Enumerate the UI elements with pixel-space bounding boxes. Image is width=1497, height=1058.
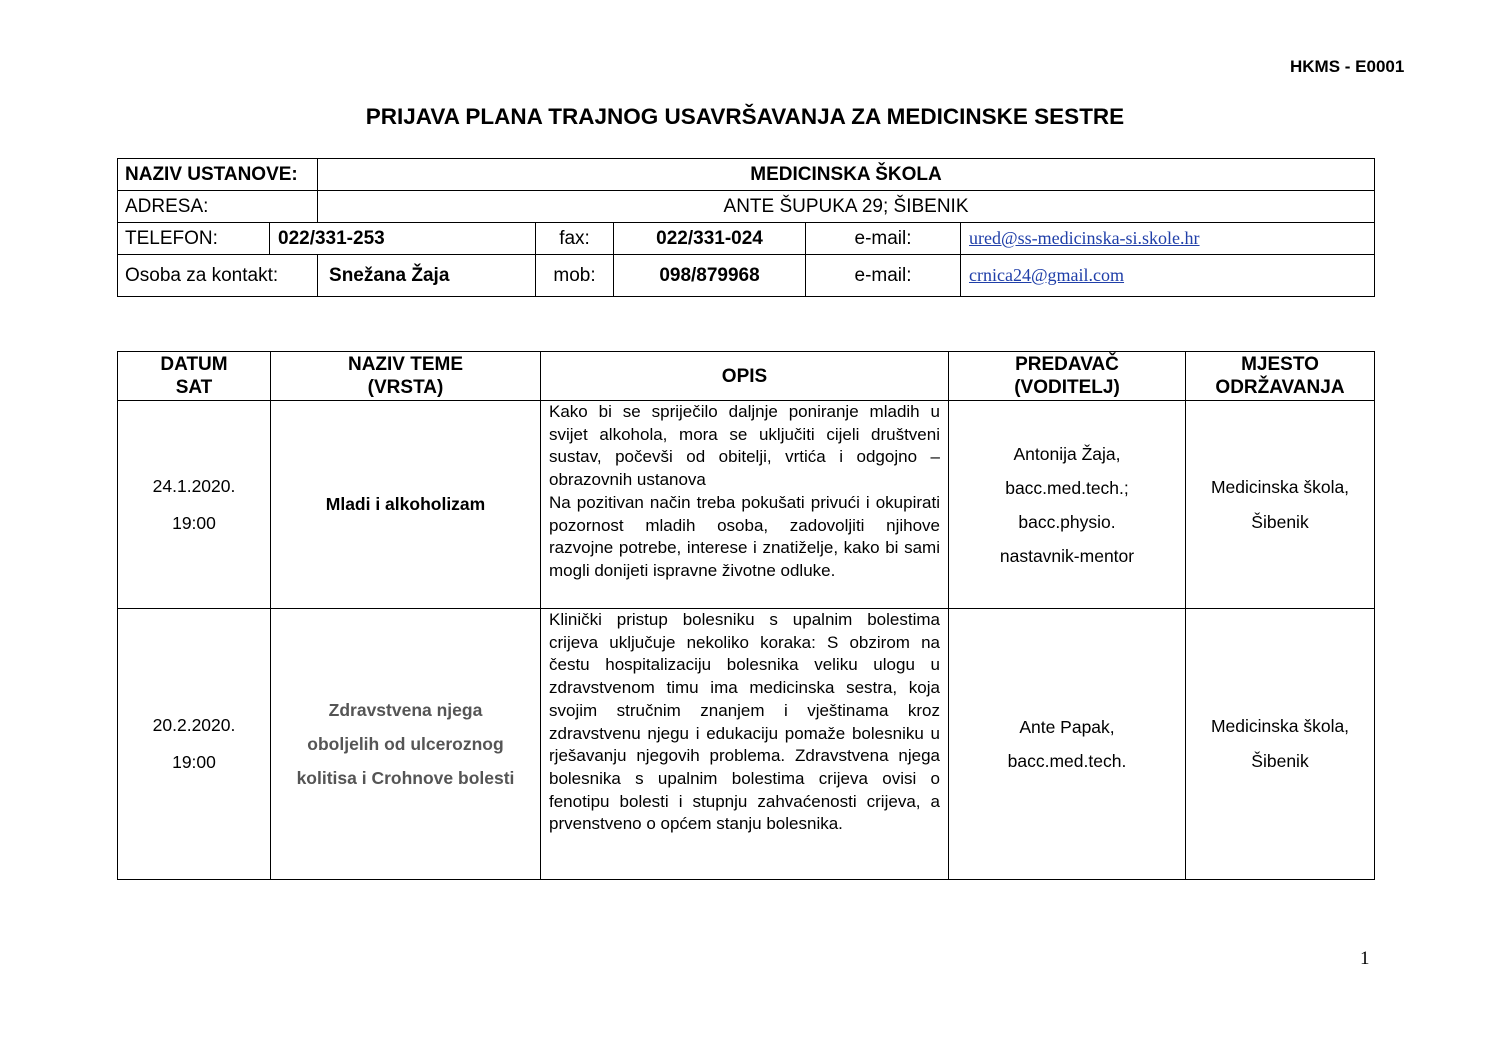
row-topic: Zdravstvena njega oboljelih od ulceroznog kolitisa i Crohnove bolesti: [271, 609, 541, 880]
fax-value: 022/331-024: [614, 223, 806, 255]
schedule-table: [117, 351, 1375, 880]
schedule-header-row: [118, 352, 1375, 401]
address-label: ADRESA:: [118, 191, 318, 223]
row-venue: Medicinska škola, Šibenik: [1186, 401, 1375, 609]
header-venue: MJESTO ODRŽAVANJA: [1186, 352, 1375, 401]
header-topic: NAZIV TEME (VRSTA): [271, 352, 541, 401]
email-label: e-mail:: [806, 223, 961, 255]
contact-email-label: e-mail:: [806, 255, 961, 297]
institution-name: MEDICINSKA ŠKOLA: [318, 159, 1375, 191]
mob-value: 098/879968: [614, 255, 806, 297]
row-date-time: 20.2.2020. 19:00: [118, 609, 271, 880]
fax-label: fax:: [536, 223, 614, 255]
header-date: DATUM SAT: [118, 352, 271, 401]
row-description: Klinički pristup bolesniku s upalnim bolestima crijeva uključuje nekoliko koraka: S obzirom na čestu hospitalizaciju bolesnika veliku ulogu u zdravstvenom timu ima medicinska sestra, koja svojim stručnim znanjem i vještinama kroz zdravstvenu njegu i edukaciju pomaže bolesniku u rješavanju njegovih problema. Zdravstvena njega bolesnika s upalnim bolestima crijeva ovisi o fenotipu bolesti i stupnju zahvaćenosti crijeva, a prvenstveno o općem stanju bolesnika.: [541, 609, 949, 880]
institution-table: [117, 158, 1375, 297]
header-description: OPIS: [541, 352, 949, 401]
page-number: 1: [1360, 948, 1370, 969]
mob-label: mob:: [536, 255, 614, 297]
page-title: PRIJAVA PLANA TRAJNOG USAVRŠAVANJA ZA MEDICINSKE SESTRE: [365, 104, 1125, 129]
header-lecturer: PREDAVAČ (VODITELJ): [949, 352, 1186, 401]
row-lecturer: Ante Papak, bacc.med.tech.: [949, 609, 1186, 880]
table-row: [118, 401, 1375, 609]
institution-email-link[interactable]: ured@ss-medicinska-si.skole.hr: [969, 227, 1200, 248]
contact-label: Osoba za kontakt:: [118, 255, 318, 297]
row-date-time: 24.1.2020. 19:00: [118, 401, 271, 609]
table-row: [118, 609, 1375, 880]
phone-value: 022/331-253: [270, 223, 536, 255]
row-topic: Mladi i alkoholizam: [271, 401, 541, 609]
row-lecturer: Antonija Žaja, bacc.med.tech.; bacc.physio. nastavnik-mentor: [949, 401, 1186, 609]
form-code: HKMS - E0001: [1290, 57, 1405, 76]
row-description: Kako bi se spriječilo daljnje poniranje mladih u svijet alkohola, mora se uključiti cijeli društveni sustav, počevši od obitelji, vrtića i odgojno – obrazovnih ustanova Na pozitivan način treba pokušati privući i okupirati pozornost mladih osoba, zadovoljiti njihove razvojne potrebe, interese i znatiželje, kako bi sami mogli donijeti ispravne životne odluke.: [541, 401, 949, 609]
phone-label: TELEFON:: [118, 223, 270, 255]
institution-name-label: NAZIV USTANOVE:: [118, 159, 318, 191]
contact-email-link[interactable]: crnica24@gmail.com: [969, 264, 1125, 285]
institution-address: ANTE ŠUPUKA 29; ŠIBENIK: [318, 191, 1375, 223]
contact-name: Snežana Žaja: [318, 255, 536, 297]
row-venue: Medicinska škola, Šibenik: [1186, 609, 1375, 880]
